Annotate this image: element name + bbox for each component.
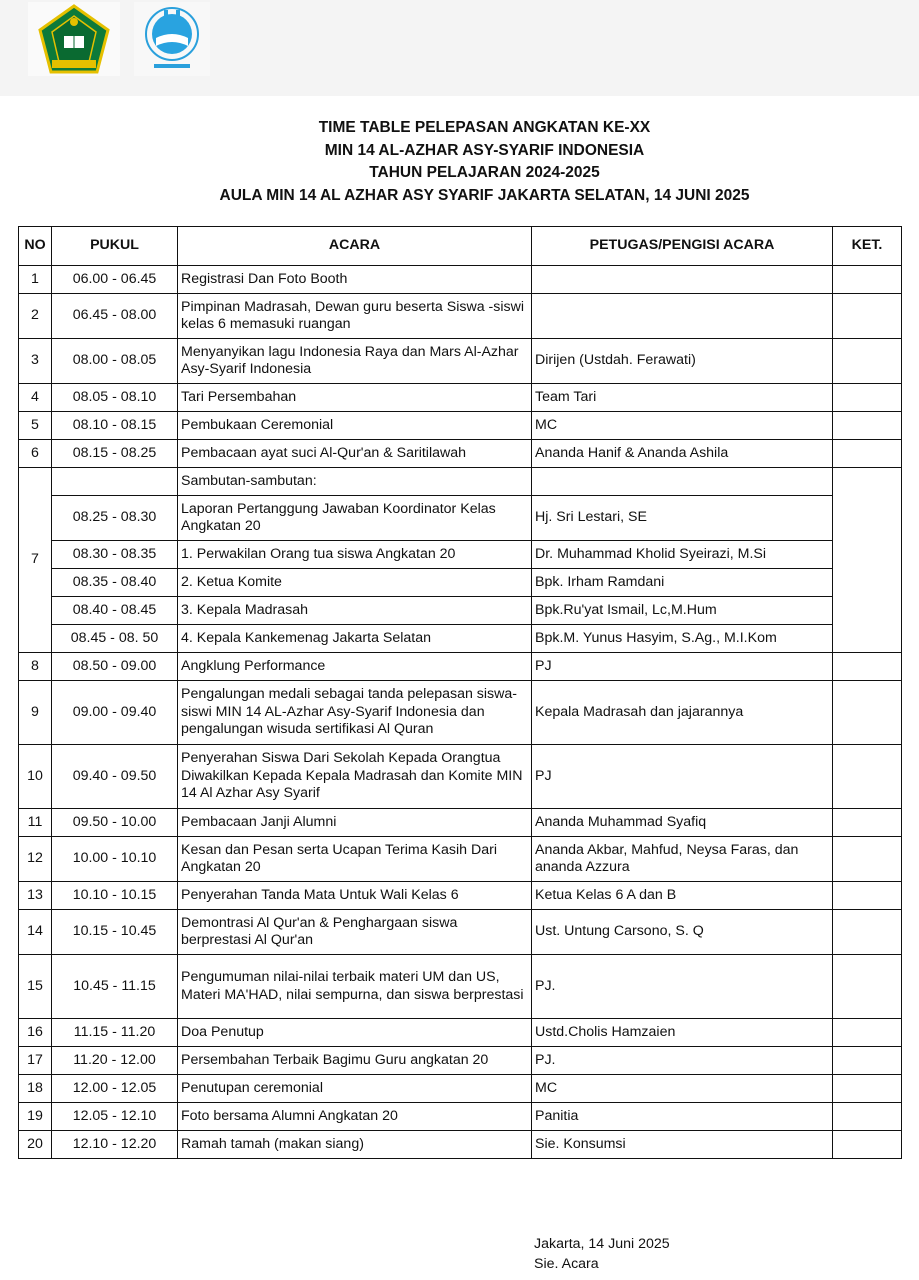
title-line-4: AULA MIN 14 AL AZHAR ASY SYARIF JAKARTA SELATAN, 14 JUNI 2025 [219,186,750,204]
table-row [19,1019,902,1047]
cell-acara: 3. Kepala Madrasah [178,597,532,625]
table-row [19,440,902,468]
cell-no: 13 [19,882,52,910]
al-azhar-logo [134,2,210,76]
cell-acara: Doa Penutup [178,1019,532,1047]
cell-ket [833,266,902,294]
cell-ket [833,955,902,1019]
cell-petugas: Dr. Muhammad Kholid Syeirazi, M.Si [532,541,833,569]
document-title [0,117,919,207]
table-row [19,625,902,653]
cell-no: 10 [19,745,52,809]
title-line-2: MIN 14 AL-AZHAR ASY-SYARIF INDONESIA [324,141,645,159]
title-line-3: TAHUN PELAJARAN 2024-2025 [369,164,600,181]
schedule-table [18,226,902,1159]
cell-ket [833,440,902,468]
table-row [19,910,902,955]
table-row [19,569,902,597]
cell-petugas: Dirijen (Ustdah. Ferawati) [532,339,833,384]
cell-pukul: 08.25 - 08.30 [52,496,178,541]
table-row [19,1047,902,1075]
cell-pukul: 09.50 - 10.00 [52,809,178,837]
table-row [19,837,902,882]
header-ket: KET. [833,227,902,266]
cell-petugas: Ananda Muhammad Syafiq [532,809,833,837]
cell-petugas: Ust. Untung Carsono, S. Q [532,910,833,955]
cell-petugas: PJ [532,745,833,809]
cell-petugas: PJ. [532,955,833,1019]
cell-no: 12 [19,837,52,882]
cell-acara: Angklung Performance [178,653,532,681]
cell-acara: Tari Persembahan [178,384,532,412]
cell-acara: Ramah tamah (makan siang) [178,1131,532,1159]
cell-pukul: 08.50 - 09.00 [52,653,178,681]
cell-ket [833,837,902,882]
cell-pukul: 10.10 - 10.15 [52,882,178,910]
table-row [19,745,902,809]
table-row [19,412,902,440]
cell-no: 14 [19,910,52,955]
cell-acara: Menyanyikan lagu Indonesia Raya dan Mars Al-Azhar Asy-Syarif Indonesia [178,339,532,384]
table-row [19,1131,902,1159]
table-row [19,681,902,745]
cell-no: 7 [19,468,52,653]
cell-no: 15 [19,955,52,1019]
table-row [19,597,902,625]
cell-petugas: Hj. Sri Lestari, SE [532,496,833,541]
cell-no: 9 [19,681,52,745]
cell-pukul: 09.00 - 09.40 [52,681,178,745]
cell-pukul: 10.00 - 10.10 [52,837,178,882]
cell-no: 20 [19,1131,52,1159]
cell-no: 4 [19,384,52,412]
cell-pukul [52,468,178,496]
table-row [19,1075,902,1103]
cell-petugas: Ustd.Cholis Hamzaien [532,1019,833,1047]
cell-ket [833,468,902,653]
cell-acara: Registrasi Dan Foto Booth [178,266,532,294]
cell-ket [833,809,902,837]
cell-acara: Sambutan-sambutan: [178,468,532,496]
cell-no: 19 [19,1103,52,1131]
cell-petugas: Bpk.Ru'yat Ismail, Lc,M.Hum [532,597,833,625]
cell-no: 8 [19,653,52,681]
cell-ket [833,384,902,412]
cell-petugas: MC [532,412,833,440]
cell-petugas: Ananda Akbar, Mahfud, Neysa Faras, dan ananda Azzura [532,837,833,882]
cell-pukul: 09.40 - 09.50 [52,745,178,809]
table-row [19,266,902,294]
cell-no: 1 [19,266,52,294]
cell-acara: Penyerahan Siswa Dari Sekolah Kepada Orangtua Diwakilkan Kepada Kepala Madrasah dan Komite MIN 14 Al Azhar Asy Syarif [178,745,532,809]
table-row [19,955,902,1019]
cell-pukul: 10.15 - 10.45 [52,910,178,955]
cell-acara: Foto bersama Alumni Angkatan 20 [178,1103,532,1131]
cell-ket [833,1131,902,1159]
cell-no: 2 [19,294,52,339]
table-row [19,809,902,837]
cell-acara: Pembacaan ayat suci Al-Qur'an & Saritilawah [178,440,532,468]
cell-petugas: MC [532,1075,833,1103]
table-row [19,882,902,910]
cell-acara: Laporan Pertanggung Jawaban Koordinator Kelas Angkatan 20 [178,496,532,541]
table-row [19,541,902,569]
header-no: NO [19,227,52,266]
header-pukul: PUKUL [52,227,178,266]
cell-acara: Penutupan ceremonial [178,1075,532,1103]
cell-no: 16 [19,1019,52,1047]
cell-no: 6 [19,440,52,468]
cell-petugas: Sie. Konsumsi [532,1131,833,1159]
header-acara: ACARA [178,227,532,266]
table-row [19,496,902,541]
cell-pukul: 06.00 - 06.45 [52,266,178,294]
cell-acara: Demontrasi Al Qur'an & Penghargaan siswa berprestasi Al Qur'an [178,910,532,955]
cell-no: 5 [19,412,52,440]
cell-ket [833,681,902,745]
cell-pukul: 12.00 - 12.05 [52,1075,178,1103]
cell-pukul: 06.45 - 08.00 [52,294,178,339]
cell-pukul: 08.00 - 08.05 [52,339,178,384]
cell-petugas [532,294,833,339]
table-row [19,1103,902,1131]
cell-no: 17 [19,1047,52,1075]
cell-no: 3 [19,339,52,384]
header-petugas: PETUGAS/PENGISI ACARA [532,227,833,266]
cell-pukul: 08.15 - 08.25 [52,440,178,468]
header-bar [0,0,919,96]
place-date: Jakarta, 14 Juni 2025 [534,1236,670,1252]
cell-pukul: 08.35 - 08.40 [52,569,178,597]
cell-pukul: 08.45 - 08. 50 [52,625,178,653]
cell-acara: Pengumuman nilai-nilai terbaik materi UM dan US, Materi MA'HAD, nilai sempurna, dan siswa berprestasi [178,955,532,1019]
cell-ket [833,1103,902,1131]
cell-pukul: 10.45 - 11.15 [52,955,178,1019]
cell-ket [833,294,902,339]
cell-petugas: PJ. [532,1047,833,1075]
cell-petugas: Bpk. Irham Ramdani [532,569,833,597]
cell-petugas: PJ [532,653,833,681]
cell-pukul: 08.30 - 08.35 [52,541,178,569]
cell-acara: Penyerahan Tanda Mata Untuk Wali Kelas 6 [178,882,532,910]
cell-petugas: Ketua Kelas 6 A dan B [532,882,833,910]
cell-acara: Pembacaan Janji Alumni [178,809,532,837]
table-row [19,468,902,496]
cell-pukul: 08.40 - 08.45 [52,597,178,625]
cell-pukul: 12.10 - 12.20 [52,1131,178,1159]
cell-acara: Pimpinan Madrasah, Dewan guru beserta Siswa -siswi kelas 6 memasuki ruangan [178,294,532,339]
table-row [19,653,902,681]
cell-no: 11 [19,809,52,837]
cell-ket [833,339,902,384]
cell-acara: Persembahan Terbaik Bagimu Guru angkatan 20 [178,1047,532,1075]
signer: Sie. Acara [534,1256,599,1272]
cell-ket [833,1019,902,1047]
cell-ket [833,882,902,910]
cell-pukul: 08.10 - 08.15 [52,412,178,440]
cell-ket [833,653,902,681]
cell-petugas: Kepala Madrasah dan jajarannya [532,681,833,745]
cell-ket [833,1047,902,1075]
cell-ket [833,910,902,955]
cell-ket [833,745,902,809]
cell-acara: Kesan dan Pesan serta Ucapan Terima Kasih Dari Angkatan 20 [178,837,532,882]
cell-ket [833,1075,902,1103]
cell-petugas: Panitia [532,1103,833,1131]
table-row [19,294,902,339]
cell-pukul: 12.05 - 12.10 [52,1103,178,1131]
cell-pukul: 11.20 - 12.00 [52,1047,178,1075]
cell-acara: 4. Kepala Kankemenag Jakarta Selatan [178,625,532,653]
cell-acara: 1. Perwakilan Orang tua siswa Angkatan 20 [178,541,532,569]
signature-block [534,1234,670,1274]
cell-petugas: Bpk.M. Yunus Hasyim, S.Ag., M.I.Kom [532,625,833,653]
cell-pukul: 08.05 - 08.10 [52,384,178,412]
cell-petugas [532,266,833,294]
table-row [19,339,902,384]
cell-acara: Pembukaan Ceremonial [178,412,532,440]
cell-petugas: Team Tari [532,384,833,412]
table-row [19,384,902,412]
cell-petugas: Ananda Hanif & Ananda Ashila [532,440,833,468]
cell-pukul: 11.15 - 11.20 [52,1019,178,1047]
cell-acara: 2. Ketua Komite [178,569,532,597]
cell-no: 18 [19,1075,52,1103]
cell-acara: Pengalungan medali sebagai tanda pelepasan siswa-siswi MIN 14 AL-Azhar Asy-Syarif Indonesia dan pengalungan wisuda sertifikasi Al Quran [178,681,532,745]
kemenag-logo [28,2,120,76]
cell-petugas [532,468,833,496]
cell-ket [833,412,902,440]
title-line-1: TIME TABLE PELEPASAN ANGKATAN KE-XX [318,119,651,136]
